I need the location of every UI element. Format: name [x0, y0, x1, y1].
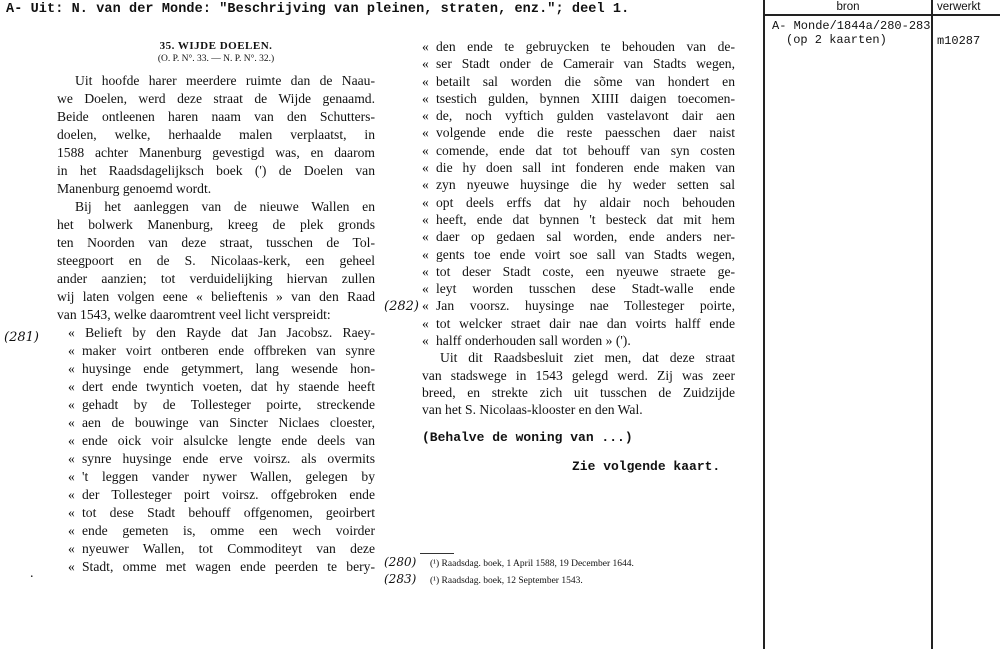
quote-mark: « — [68, 505, 75, 520]
quote-mark: « — [422, 73, 429, 89]
text-line: steegpoort en de S. Nicolaas-kerk, een geheel — [57, 253, 375, 268]
quote-mark: « — [422, 229, 429, 245]
text-line: « Belieft by den Rayde dat Jan Jacobsz. Raey- — [68, 325, 375, 340]
text-line: « de, noch vyftich gulden vastelavont dair aen — [422, 108, 735, 124]
text-line: breed, en strekte zich uit tusschen de Zuidzijde — [422, 384, 735, 400]
text-line: « comende, ende dat tot behouff van syn costen — [422, 142, 735, 158]
quote-mark: « — [68, 361, 75, 376]
quote-mark: « — [422, 333, 429, 349]
quote-mark: « — [68, 559, 75, 574]
quote-mark: « — [422, 90, 429, 106]
quote-mark: « — [422, 315, 429, 331]
quote-mark: « — [422, 39, 429, 54]
right-text-lines — [422, 38, 735, 419]
text-line: Beide ontleenen haren naam van den Schutters- — [57, 109, 375, 124]
text-line: Manenburg genoemd wordt. — [57, 181, 212, 196]
bron-value: A- Monde/1844a/280-283 — [772, 19, 931, 33]
text-line: « heeft, ende dat bynnen 't besteck dat mit hem — [422, 211, 735, 227]
quote-mark: « — [422, 56, 429, 72]
text-line: « leyt worden tusschen dese Stadt-walle ende — [422, 281, 735, 297]
handwritten-margin-number: (281) — [4, 330, 39, 345]
table-divider-left — [763, 0, 765, 649]
handwritten-margin-number: (280) — [384, 555, 417, 569]
quote-mark: « — [68, 487, 75, 502]
quote-mark: « — [422, 194, 429, 210]
text-column-left — [57, 39, 375, 576]
continue-note: Zie volgende kaart. — [572, 459, 721, 474]
handwritten-margin-number: (282) — [384, 299, 419, 314]
text-line: van 1543, welke daaromtrent veel licht verspreidt: — [57, 307, 331, 322]
quote-mark: « — [68, 541, 75, 556]
text-line: « gehadt by de Tollesteger poirte, streckende — [68, 397, 375, 412]
quote-mark: « — [68, 469, 75, 484]
quote-mark: « — [68, 415, 75, 430]
quote-mark: « — [422, 142, 429, 158]
text-line: Uit hoofde harer meerdere ruimte dan de Naau- — [75, 73, 375, 88]
text-line: « 't leggen vander nywer Wallen, gelegen by — [68, 469, 375, 484]
text-line: « maker voirt ontberen ende offbreken van synre — [68, 343, 375, 358]
text-line: « tot deser Stadt coste, een nyeuwe straete ge- — [422, 263, 735, 279]
text-line: Bij het aanleggen van de nieuwe Wallen en — [75, 199, 375, 214]
text-line: « den ende te gebruycken te behouden van de- — [422, 39, 735, 54]
text-line: « dert ende twyntich voeten, dat hy staende heeft — [68, 379, 375, 394]
text-line: « tot welcker straet dair nae dan voirts halff ende — [422, 315, 735, 331]
text-line: « Jan voorsz. huysinge nae Tollesteger poirte, — [422, 298, 735, 314]
text-line: Uit dit Raadsbesluit ziet men, dat deze straat — [440, 350, 735, 366]
text-line: we Doelen, werd deze straat de Wijde genaamd. — [57, 91, 375, 106]
text-line: wij laten volgen eene « belieftenis » van den Raad — [57, 289, 375, 304]
quote-mark: « — [422, 281, 429, 297]
text-line: ten Noorden van deze straat, tusschen de Tol- — [57, 235, 375, 250]
quote-mark: « — [422, 263, 429, 279]
quote-mark: « — [422, 246, 429, 262]
text-line: « zyn nyeuwe huysinge die hy weder setten sal — [422, 177, 735, 193]
text-line: van het S. Nicolaas-klooster en den Wal. — [422, 402, 643, 418]
footnote: (¹) Raadsdag. boek, 12 September 1543. — [430, 576, 583, 586]
text-line: « ende gemeten is, omme een wech voirder — [68, 523, 375, 538]
stray-mark: . — [30, 566, 34, 581]
left-text-lines — [57, 72, 375, 576]
verwerkt-value: m10287 — [937, 34, 981, 48]
typed-note: (Behalve de woning van ...) — [422, 430, 633, 445]
text-line: ander aanzien; tot verduidelijking hiervan zullen — [57, 271, 375, 286]
text-line: « betailt sal worden die sõme van hondert en — [422, 73, 735, 89]
text-line: « daer op gedaen sal worden, ende anders ner- — [422, 229, 735, 245]
column-header-verwerkt: verwerkt — [937, 1, 981, 13]
quote-mark: « — [422, 298, 429, 314]
text-line: « aen de bouwinge van Sincter Niclaes cloester, — [68, 415, 375, 430]
text-line: « ende oick voir alsulcke lengte ende deels van — [68, 433, 375, 448]
column-header-bron: bron — [836, 1, 860, 13]
bron-note: (op 2 kaarten) — [786, 33, 887, 47]
quote-mark: « — [422, 160, 429, 176]
text-line: « huysinge ende getymmert, lang wesende hon- — [68, 361, 375, 376]
text-line: « volgende ende die reste paesschen daer naist — [422, 125, 735, 141]
quote-mark: « — [68, 397, 75, 412]
text-line: « gents toe ende voirt soe sall van Stadts wegen, — [422, 246, 735, 262]
handwritten-margin-number: (283) — [384, 572, 417, 586]
text-line: « die hy doen sall int fonderen ende maken van — [422, 160, 735, 176]
quote-mark: « — [68, 523, 75, 538]
text-column-right — [422, 38, 735, 419]
text-line: « halff onderhouden sall worden » ('). — [422, 333, 631, 349]
quote-mark: « — [68, 379, 75, 394]
footnote-separator — [420, 553, 454, 554]
text-line: « Stadt, omme met wagen ende peerden te bery- — [68, 559, 375, 574]
footnote: (¹) Raadsdag. boek, 1 April 1588, 19 December 1644. — [430, 559, 634, 569]
text-line: « synre huysinge ende erve voirsz. als overmits — [68, 451, 375, 466]
quote-mark: « — [422, 125, 429, 141]
quote-mark: « — [422, 177, 429, 193]
text-line: in het Raadsdagelijksch boek (') de Doelen van — [57, 163, 375, 178]
quote-mark: « — [422, 211, 429, 227]
quote-mark: « — [68, 433, 75, 448]
quote-mark: « — [68, 451, 75, 466]
text-line: van stadswege in 1543 gelegd werd. Zij was zeer — [422, 367, 735, 383]
text-line: « tot dese Stadt behouff offgenomen, geoirbert — [68, 505, 375, 520]
text-line: « ser Stadt onder de Camerair van Stadts wegen, — [422, 56, 735, 72]
text-line: « der Tollesteger poirt voirsz. offgebroken ende — [68, 487, 375, 502]
quote-mark: « — [68, 343, 75, 358]
article-title: 35. WIJDE DOELEN. — [159, 40, 273, 52]
table-header-rule — [763, 14, 1000, 16]
text-line: « nyeuwer Wallen, tot Commoditeyt van deze — [68, 541, 375, 556]
text-line: « tsestich gulden, bynnen XIIII daigen toecomen- — [422, 90, 735, 106]
quote-mark: « — [422, 108, 429, 124]
text-line: het bolwerk Manenburg, kreeg de plek gronds — [57, 217, 375, 232]
table-divider-middle — [931, 0, 933, 649]
article-subtitle: (O. P. N°. 33. — N. P. N°. 32.) — [157, 54, 275, 64]
text-line: doelen, welke, herhaalde malen verplaatst, in — [57, 127, 375, 142]
text-line: « opt deels erffs dat hy aldair noch behouden — [422, 194, 735, 210]
document-header: A- Uit: N. van der Monde: "Beschrijving van pleinen, straten, enz."; deel 1. — [6, 2, 630, 17]
text-line: 1588 achter Manenburg gevestigd was, en daarom — [57, 145, 375, 160]
